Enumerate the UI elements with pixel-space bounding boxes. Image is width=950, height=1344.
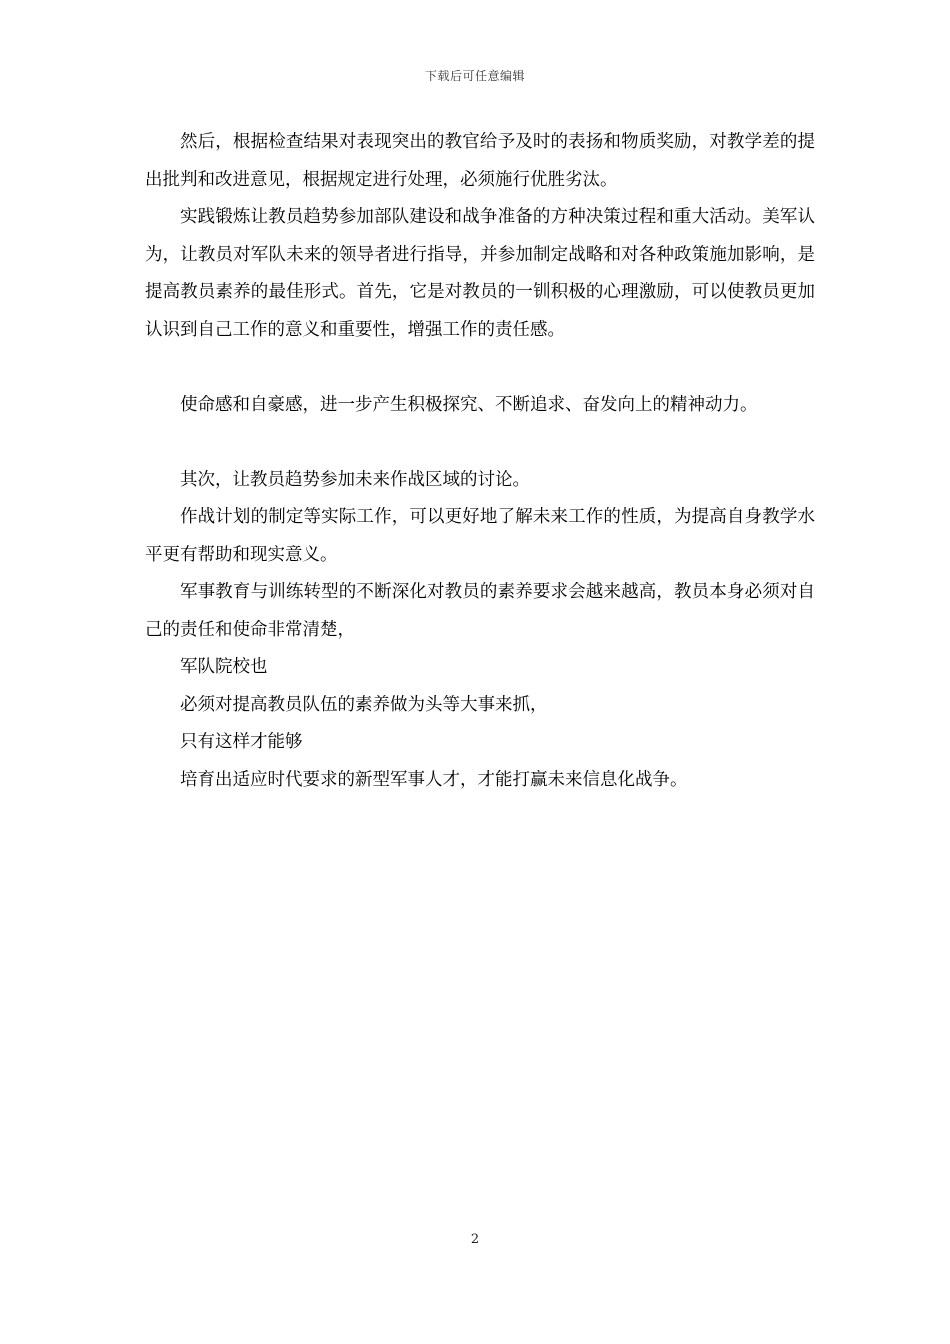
paragraph: 必须对提高教员队伍的素养做为头等大事来抓， xyxy=(180,694,548,715)
page-number: 2 xyxy=(470,1232,480,1247)
paragraph: 然后，根据检查结果对表现突出的教官给予及时的表扬和物质奖励，对教学差的提出批判和改进意见，根据规定进行处理，必须施行优胜劣汰。 xyxy=(145,132,815,190)
paragraph: 只有这样才能够 xyxy=(180,732,303,752)
paragraph: 作战计划的制定等实际工作，可以更好地了解未来工作的性质，为提高自身教学水平更有帮助和现实意义。 xyxy=(145,507,815,565)
paragraph: 实践锻炼让教员趋势参加部队建设和战争准备的方种决策过程和重大活动。美军认为，让教员对军队未来的领导者进行指导，并参加制定战略和对各种政策施加影响，是提高教员素养的最佳形式。首先，它是对教员的一钏积极的心理激励，可以使教员更加认识到自己工作的意义和重要性，增强工作的责任感。 xyxy=(145,207,815,340)
page-header: 下载后可任意编辑 xyxy=(424,69,525,83)
paragraph: 军队院校也 xyxy=(180,657,268,677)
paragraph: 其次，让教员趋势参加未来作战区域的讨论。 xyxy=(180,469,530,490)
paragraph: 培育出适应时代要求的新型军事人才，才能打赢未来信息化战争。 xyxy=(180,769,688,790)
document-body xyxy=(145,124,815,799)
paragraph: 军事教育与训练转型的不断深化对教员的素养要求会越来越高，教员本身必须对自己的责任和使命非常清楚， xyxy=(145,582,815,640)
paragraph: 使命感和自豪感，进一步产生积极探究、不断追求、奋发向上的精神动力。 xyxy=(180,394,758,415)
